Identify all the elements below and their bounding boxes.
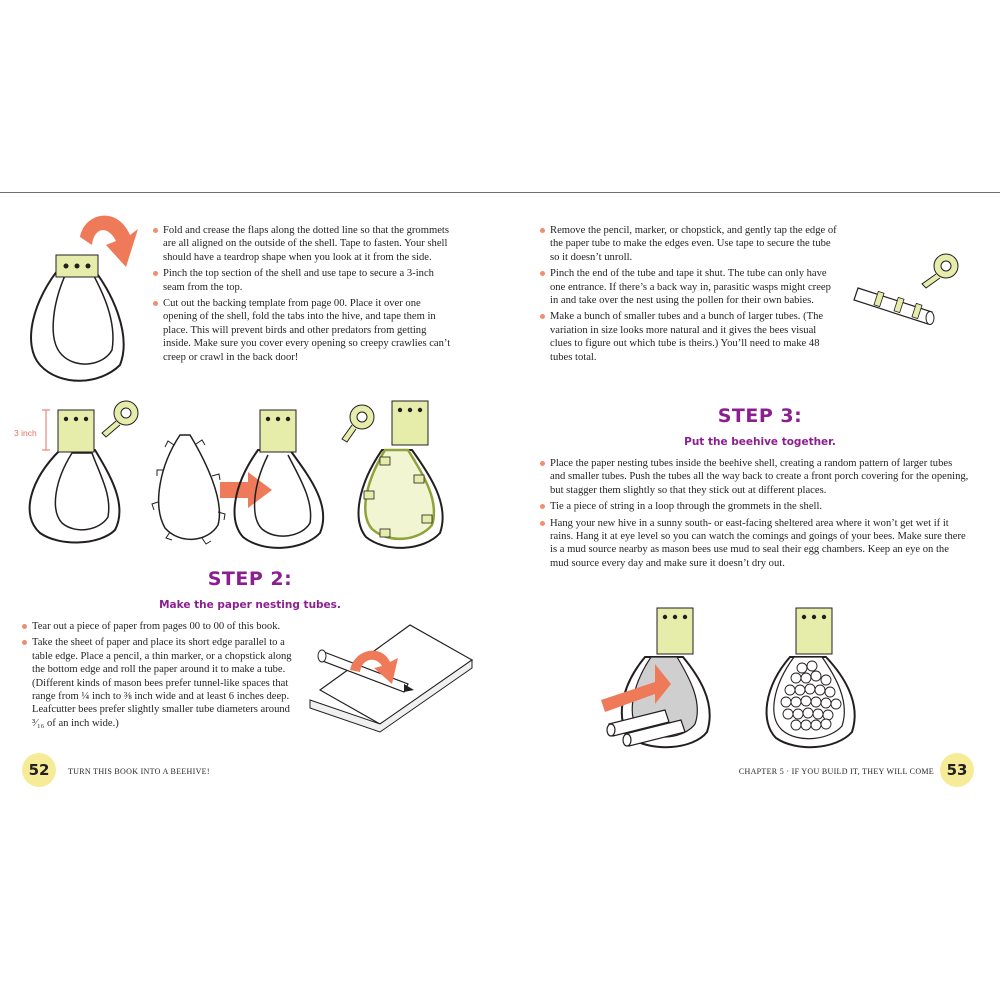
- bullet-text: Pinch the end of the tube and tape it shut. The tube can only have one entrance. If there’s a back way in, parasitic wasps might creep in and take over the nest using the pollen for their own babies.: [550, 268, 831, 307]
- bullet-text: Tie a piece of string in a loop through the grommets in the shell.: [550, 501, 823, 513]
- page-number-right: 53: [940, 753, 974, 787]
- tubes-inserting-illustration: [595, 602, 755, 752]
- bullet-dot: [540, 461, 545, 466]
- bullet-text: Tear out a piece of paper from pages 00 to 00 of this book.: [32, 621, 281, 632]
- bullet-dot: [540, 521, 545, 526]
- bullet-item: [22, 636, 297, 730]
- step3-bullets: [540, 457, 970, 573]
- bullet-dot: [153, 301, 158, 306]
- bullet-item: [153, 267, 453, 294]
- bullet-dot: [540, 504, 545, 509]
- bullet-text: Take the sheet of paper and place its short edge parallel to a table edge. Place a pencil, a thin marker, or a chopstick along the bottom edge and roll the paper around it to make a tube. (Different kinds of mason bees prefer tunnel-like spaces that range from ¼ inch to ⅜ inch wide and at least 6 inches deep. Leafcutter bees prefer slightly smaller tube diameters around ³⁄₁₆ of an inch wide.): [32, 637, 292, 729]
- tape-roll-icon: [342, 405, 374, 442]
- tape-roll-icon: [102, 401, 138, 437]
- bullet-item: [540, 517, 970, 571]
- top-rule: [0, 192, 1000, 193]
- bullet-item: [540, 310, 840, 364]
- bullet-item: [153, 224, 453, 264]
- bullet-item: [540, 267, 840, 307]
- bullet-text: Cut out the backing template from page 00. Place it over one opening of the shell, fold the tabs into the hive, and tape them in place. This will prevent birds and other predators from getting inside. Make sure you cover every opening so creepy crawlies can’t creep or crawl in the back door!: [163, 298, 451, 363]
- tape-roll-icon: [922, 254, 958, 288]
- bullet-text: Place the paper nesting tubes inside the beehive shell, creating a random pattern of larger tubes and smaller tubes. Push the tubes all the way back to create a front porch covering for the opening, but stagger them slightly so that they stick out at different places.: [550, 458, 969, 496]
- right-top-bullets: [540, 224, 840, 367]
- right-footer: CHAPTER 5 · IF YOU BUILD IT, THEY WILL COME: [738, 767, 934, 776]
- bullet-text: Remove the pencil, marker, or chopstick, and gently tap the edge of the paper tube to make the edges even. Use tape to secure the tube so it doesn’t unroll.: [550, 225, 837, 263]
- bullet-item: [22, 620, 297, 633]
- bullet-text: Hang your new hive in a sunny south- or east-facing sheltered area where it won’t get wet if it rains. Hang it at eye level so you can watch the comings and goings of your bees. Make sure there is a mud source nearby as mason bees use mud to seal their egg chambers. Keep an eye on the mud source every day and make sure it doesn’t dry out.: [550, 517, 966, 569]
- page-number-left: 52: [22, 753, 56, 787]
- bullet-text: Pinch the top section of the shell and use tape to secure a 3-inch seam from the top.: [163, 268, 434, 293]
- step2-bullets: [22, 620, 297, 733]
- bullet-dot: [22, 624, 27, 629]
- left-footer: TURN THIS BOOK INTO A BEEHIVE!: [68, 767, 210, 776]
- left-top-bullets: [153, 224, 453, 367]
- finished-hive-illustration: [752, 602, 872, 752]
- bullet-text: Make a bunch of smaller tubes and a bunch of larger tubes. (The variation in size looks more natural and it gives the bees visual clues to figure out which tube is theirs.) You’ll need to make 48 tubes total.: [550, 311, 824, 363]
- bullet-item: [153, 297, 453, 364]
- bullet-dot: [22, 640, 27, 645]
- measure-label: 3 inch: [14, 428, 37, 438]
- step2-title: STEP 2:: [207, 568, 293, 590]
- bullet-item: [540, 224, 840, 264]
- backing-taped-illustration: [340, 395, 455, 555]
- step3-subtitle: Put the beehive together.: [684, 436, 836, 448]
- bullet-text: Fold and crease the flaps along the dotted line so that the grommets are all aligned on the outside of the shell. Tape to fasten. Your shell should have a teardrop shape when you look at it from the side.: [163, 225, 449, 263]
- backing-attached-illustration: [228, 405, 338, 555]
- bullet-item: [540, 457, 970, 497]
- step2-subtitle: Make the paper nesting tubes.: [159, 599, 341, 611]
- step3-title: STEP 3:: [717, 405, 803, 427]
- bullet-dot: [540, 228, 545, 233]
- paper-tube-illustration: [852, 250, 972, 330]
- bullet-item: [540, 500, 970, 513]
- paper-rolling-illustration: [300, 620, 480, 730]
- shell-fold-illustration: [22, 205, 142, 405]
- seam-taped-illustration: [20, 395, 150, 545]
- bullet-dot: [153, 271, 158, 276]
- bullet-dot: [540, 271, 545, 276]
- bullet-dot: [540, 314, 545, 319]
- bullet-dot: [153, 228, 158, 233]
